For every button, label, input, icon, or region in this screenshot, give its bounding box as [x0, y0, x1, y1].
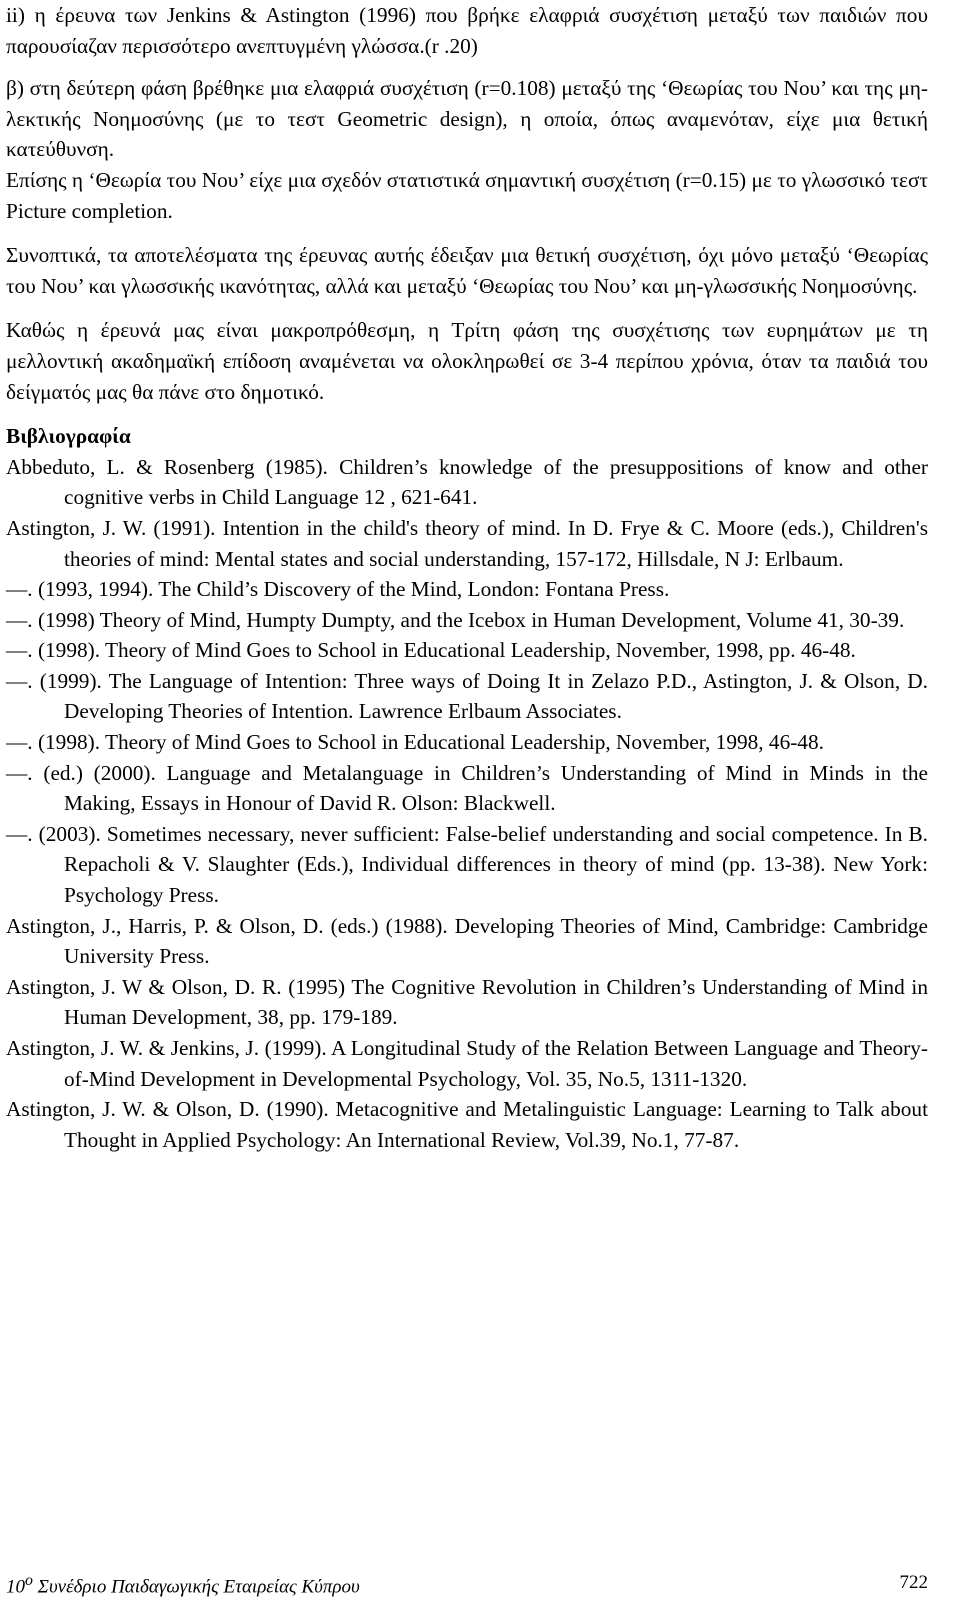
- footer-conference: [6, 1572, 360, 1598]
- bibliography-heading: Βιβλιογραφία: [6, 424, 131, 449]
- paragraph-picture-completion: Επίσης η ‘Θεωρία του Νου’ είχε μια σχεδόν στατιστικά σημαντική συσχέτιση (r=0.15) με το γλωσσικό τεστ Picture completion.: [6, 167, 928, 223]
- reference-item: —. (2003). Sometimes necessary, never sufficient: False-belief understanding and social competence. In B. Repacholi & V. Slaughter (Eds.), Individual differences in theory of mind (pp. 13-38). New York: Psychology Press.: [6, 821, 928, 908]
- reference-item: Abbeduto, L. & Rosenberg (1985). Children’s knowledge of the presuppositions of know and other cognitive verbs in Child Language 12 , 621-641.: [6, 454, 928, 510]
- reference-item: —. (1998). Theory of Mind Goes to School in Educational Leadership, November, 1998, pp. 46-48.: [6, 638, 856, 663]
- reference-item: —. (1998). Theory of Mind Goes to School in Educational Leadership, November, 1998, 46-48.: [6, 730, 824, 755]
- reference-item: Astington, J., Harris, P. & Olson, D. (eds.) (1988). Developing Theories of Mind, Cambridge: Cambridge University Press.: [6, 913, 928, 969]
- footer-conference-number: 10: [6, 1576, 25, 1598]
- reference-item: —. (1993, 1994). The Child’s Discovery of the Mind, London: Fontana Press.: [6, 577, 670, 602]
- footer-conference-title: Συνέδριο Παιδαγωγικής Εταιρείας Κύπρου: [32, 1576, 360, 1598]
- reference-item: —. (ed.) (2000). Language and Metalanguage in Children’s Understanding of Mind in Minds in the Making, Essays in Honour of David R. Olson: Blackwell.: [6, 760, 928, 816]
- page-footer: [6, 1572, 928, 1598]
- reference-item: Astington, J. W. & Jenkins, J. (1999). A Longitudinal Study of the Relation Between Language and Theory-of-Mind Development in Developmental Psychology, Vol. 35, No.5, 1311-1320.: [6, 1036, 928, 1091]
- document-page: [6, 0, 928, 1155]
- reference-list: [6, 452, 928, 1156]
- paragraph-second-phase: β) στη δεύτερη φάση βρέθηκε μια ελαφριά συσχέτιση (r=0.108) μεταξύ της ‘Θεωρίας του Νου’ και της μη-λεκτικής Νοημοσύνης (με το τεστ Geometric design), η οποία, όπως αναμενόταν, είχε μια θετική κατεύθυνση.: [6, 76, 928, 162]
- page-number: 722: [899, 1572, 928, 1593]
- paragraph-third-phase: Καθώς η έρευνά μας είναι μακροπρόθεσμη, η Τρίτη φάση της συσχέτισης των ευρημάτων με τη μελλοντική ακαδημαϊκή επίδοση αναμένεται να ολοκληρωθεί σε 3-4 περίπου χρόνια, όταν τα παιδιά του δείγματός μας θα πάνε στο δημοτικό.: [6, 318, 928, 404]
- reference-item: —. (1999). The Language of Intention: Three ways of Doing It in Zelazo P.D., Astington, J. & Olson, D. Developing Theories of Intention. Lawrence Erlbaum Associates.: [6, 668, 928, 724]
- footer-conference-superscript: ο: [25, 1572, 33, 1589]
- paragraph-summary: Συνοπτικά, τα αποτελέσματα της έρευνας αυτής έδειξαν μια θετική συσχέτιση, όχι μόνο μεταξύ ‘Θεωρίας του Νου’ και γλωσσικής ικανότητας, αλλά και μεταξύ ‘Θεωρίας του Νου’ και μη-γλωσσικής Νοημοσύνης.: [6, 243, 928, 298]
- reference-item: Astington, J. W. (1991). Intention in the child's theory of mind. In D. Frye & C. Moore (eds.), Children's theories of mind: Mental states and social understanding, 157-172, Hillsdale, N J: Erlbaum.: [6, 515, 928, 571]
- reference-item: Astington, J. W. & Olson, D. (1990). Metacognitive and Metalinguistic Language: Learning to Talk about Thought in Applied Psychology: An International Review, Vol.39, No.1, 77-87.: [6, 1097, 928, 1152]
- paragraph-jenkins-astington: ii) η έρευνα των Jenkins & Astington (1996) που βρήκε ελαφριά συσχέτιση μεταξύ των παιδιών που παρουσίαζαν περισσότερο ανεπτυγμένη γλώσσα.(r .20): [6, 3, 928, 58]
- reference-item: Astington, J. W & Olson, D. R. (1995) The Cognitive Revolution in Children’s Understanding of Mind in Human Development, 38, pp. 179-189.: [6, 974, 928, 1030]
- reference-item: —. (1998) Theory of Mind, Humpty Dumpty, and the Icebox in Human Development, Volume 41, 30-39.: [6, 607, 905, 632]
